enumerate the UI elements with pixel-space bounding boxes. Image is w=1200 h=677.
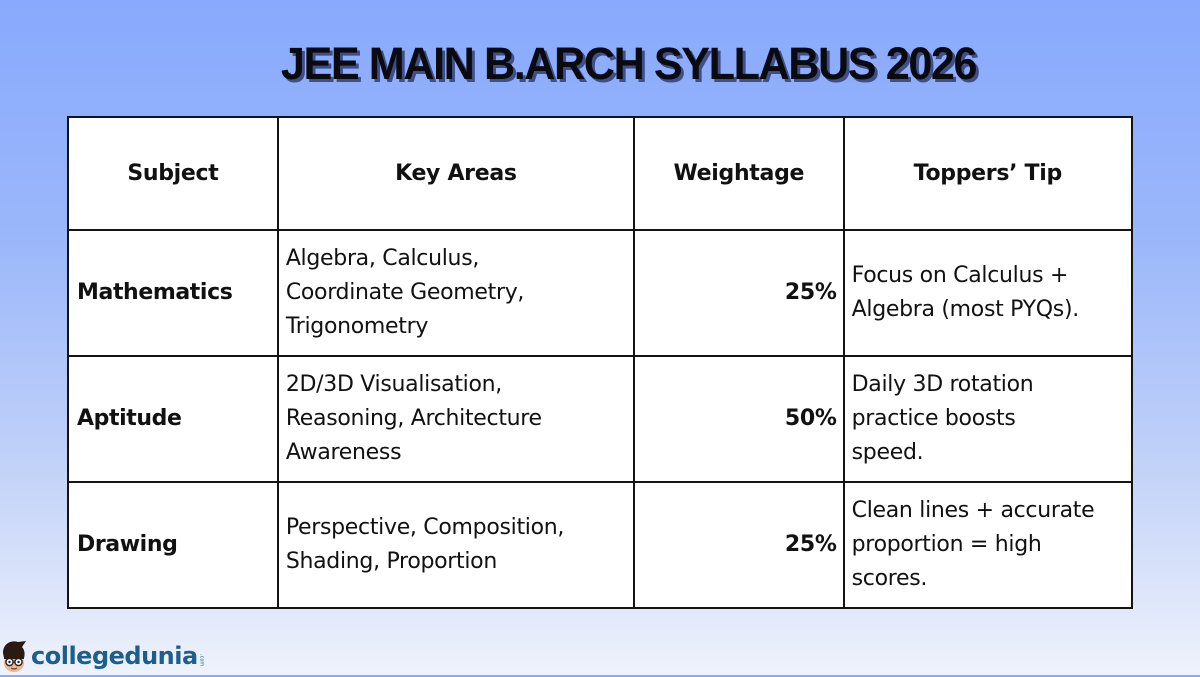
syllabus-table xyxy=(67,116,1133,609)
tip-line: Focus on Calculus + xyxy=(851,263,1069,288)
header-key-areas: Key Areas xyxy=(278,117,634,230)
key-area-line: Algebra, Calculus, xyxy=(285,246,480,271)
cell-weightage: 25% xyxy=(634,230,844,356)
tip-line: proportion = high xyxy=(851,532,1042,557)
student-mascot-icon xyxy=(0,639,28,673)
table-header-row xyxy=(68,117,1132,230)
key-area-line: Coordinate Geometry, xyxy=(285,280,525,305)
tip-line: practice boosts xyxy=(851,406,1016,431)
cell-subject: Aptitude xyxy=(68,356,278,482)
collegedunia-logo[interactable] xyxy=(0,638,205,674)
cell-key-areas xyxy=(278,356,634,482)
cell-key-areas xyxy=(278,482,634,608)
header-weightage: Weightage xyxy=(634,117,844,230)
cell-weightage: 50% xyxy=(634,356,844,482)
key-area-line: Awareness xyxy=(285,440,402,465)
cell-weightage: 25% xyxy=(634,482,844,608)
tip-line: Daily 3D rotation xyxy=(851,372,1034,397)
page-title: JEE MAIN B.ARCH SYLLABUS 2026 xyxy=(280,38,977,89)
cell-tip xyxy=(844,482,1132,608)
table-row xyxy=(68,482,1132,608)
key-area-line: Reasoning, Architecture xyxy=(285,406,542,431)
tip-line: Algebra (most PYQs). xyxy=(851,297,1079,322)
cell-key-areas xyxy=(278,230,634,356)
table-row xyxy=(68,230,1132,356)
cell-tip xyxy=(844,356,1132,482)
tip-line: Clean lines + accurate xyxy=(851,498,1095,523)
table-row xyxy=(68,356,1132,482)
key-area-line: 2D/3D Visualisation, xyxy=(285,372,502,397)
key-area-line: Trigonometry xyxy=(285,314,429,339)
cell-subject: Drawing xyxy=(68,482,278,608)
key-area-line: Perspective, Composition, xyxy=(285,515,565,540)
header-toppers-tip: Toppers’ Tip xyxy=(844,117,1132,230)
header-subject: Subject xyxy=(68,117,278,230)
cell-tip xyxy=(844,230,1132,356)
brand-name: collegedunia xyxy=(31,642,198,670)
tip-line: scores. xyxy=(851,566,928,591)
cell-subject: Mathematics xyxy=(68,230,278,356)
tip-line: speed. xyxy=(851,440,924,465)
key-area-line: Shading, Proportion xyxy=(285,549,497,574)
brand-suffix: .com xyxy=(198,653,205,667)
